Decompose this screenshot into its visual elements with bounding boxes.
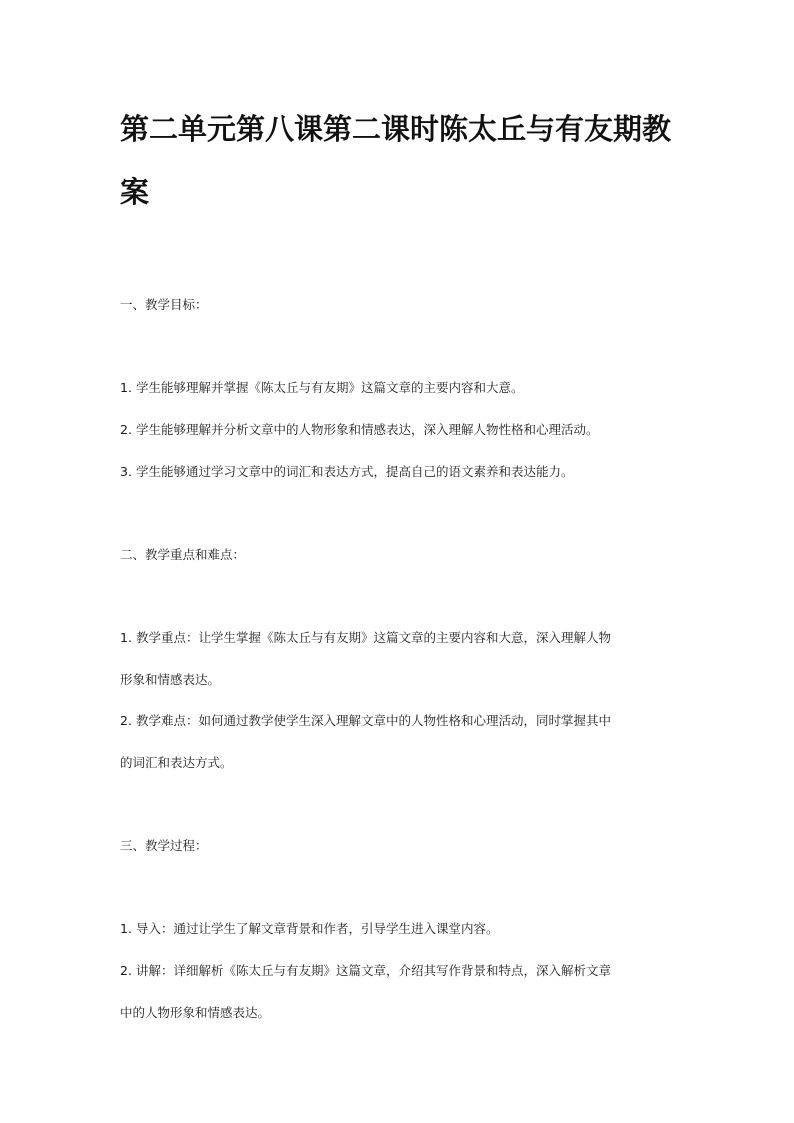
list-item-number: 1. — [120, 380, 132, 395]
list-item — [120, 920, 680, 938]
section-heading-objectives: 一、教学目标： — [120, 297, 208, 312]
list-item-text: 讲解：详细解析《陈太丘与有友期》这篇文章，介绍其写作背景和特点，深入解析文章 — [135, 963, 611, 978]
list-item-number: 2. — [120, 713, 132, 728]
list-item-continuation: 的词汇和表达方式。 — [120, 755, 233, 770]
document-title-line-1: 第二单元第八课第二课时陈太丘与有友期教 — [120, 112, 672, 146]
list-item-text: 导入：通过让学生了解文章背景和作者，引导学生进入课堂内容。 — [135, 921, 499, 936]
list-item-text: 教学难点：如何通过教学使学生深入理解文章中的人物性格和心理活动，同时掌握其中 — [135, 713, 611, 728]
list-item-number: 1. — [120, 630, 132, 645]
list-item-number: 1. — [120, 921, 132, 936]
list-item-text: 教学重点：让学生掌握《陈太丘与有友期》这篇文章的主要内容和大意，深入理解人物 — [135, 630, 611, 645]
list-item — [120, 463, 680, 481]
list-item-number: 2. — [120, 963, 132, 978]
list-item-number: 2. — [120, 422, 132, 437]
list-item — [120, 421, 680, 439]
list-item-continuation: 形象和情感表达。 — [120, 672, 221, 687]
list-item-continuation: 中的人物形象和情感表达。 — [120, 1005, 271, 1020]
section-heading-process: 三、教学过程： — [120, 838, 208, 853]
list-item-text: 学生能够理解并掌握《陈太丘与有友期》这篇文章的主要内容和大意。 — [135, 380, 524, 395]
document-title-line-2: 案 — [120, 175, 150, 209]
list-item-text: 学生能够理解并分析文章中的人物形象和情感表达，深入理解人物性格和心理活动。 — [135, 422, 599, 437]
list-item-text: 学生能够通过学习文章中的词汇和表达方式，提高自己的语文素养和表达能力。 — [135, 464, 574, 479]
list-item — [120, 379, 680, 397]
list-item — [120, 629, 680, 647]
list-item — [120, 712, 680, 730]
list-item-number: 3. — [120, 464, 132, 479]
list-item — [120, 962, 680, 980]
section-heading-key-points: 二、教学重点和难点： — [120, 547, 246, 562]
